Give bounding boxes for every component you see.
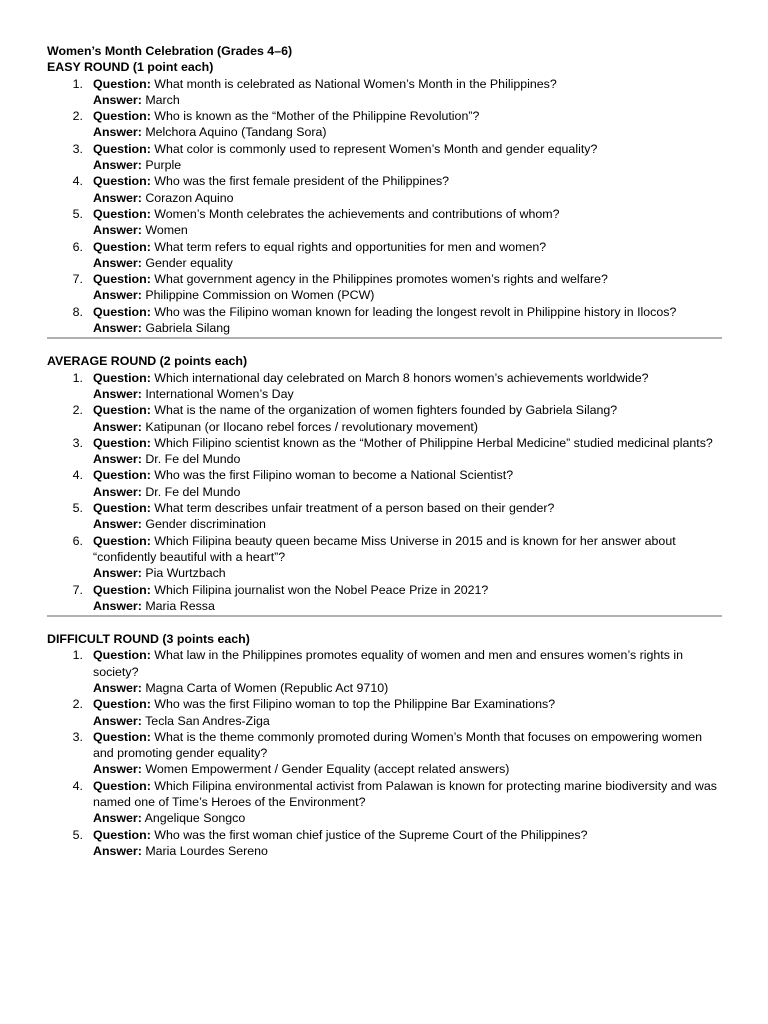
question-text: Who was the first Filipino woman to become a National Scientist? [154,468,514,483]
answer-line [93,843,722,859]
question-line [93,141,722,157]
question-text: Which Filipina beauty queen became Miss Universe in 2015 and is known for her answer about “confidently beautiful with a heart”? [93,533,676,564]
question-item [47,582,722,615]
answer-label: Answer: [93,762,142,777]
question-line [93,206,722,222]
answer-text: Maria Ressa [145,598,215,613]
question-item [47,827,722,860]
question-text: What is the name of the organization of women fighters founded by Gabriela Silang? [154,403,618,418]
item-number: 3. [72,141,83,156]
question-item [47,141,722,174]
answer-line [93,680,722,696]
question-text: Which Filipina environmental activist from Palawan is known for protecting marine biodiversity and was named one of Time’s Heroes of the Environment? [93,778,717,810]
question-line [93,435,722,451]
item-number: 2. [72,697,83,712]
answer-label: Answer: [93,680,142,695]
document-page [47,43,722,859]
question-item [47,402,722,435]
question-line [93,647,722,680]
answer-label: Answer: [93,223,142,238]
answer-text: Corazon Aquino [145,190,234,205]
question-line [93,173,722,189]
question-text: Who was the Filipino woman known for leading the longest revolt in Philippine history in Ilocos? [154,304,677,319]
question-text: What is the theme commonly promoted during Women’s Month that focuses on empowering women and promoting gender equality? [93,729,703,761]
answer-line [93,761,722,777]
question-label: Question: [93,468,151,483]
answer-line [93,451,722,467]
question-line [93,467,722,483]
answer-text: Melchora Aquino (Tandang Sora) [145,125,327,140]
answer-line [93,124,722,140]
answer-line [93,419,722,435]
answer-line [93,255,722,271]
section-divider [47,337,722,339]
answer-text: Gender discrimination [145,517,266,532]
question-line [93,778,722,811]
answer-line [93,386,722,402]
round-section [47,353,722,614]
question-line [93,304,722,320]
answer-text: Philippine Commission on Women (PCW) [145,288,375,303]
answer-text: Gabriela Silang [145,321,231,336]
item-number: 1. [72,370,83,385]
question-label: Question: [93,403,151,418]
answer-line [93,157,722,173]
question-item [47,206,722,239]
answer-label: Answer: [93,158,142,173]
question-line [93,239,722,255]
question-item [47,696,722,729]
question-line [93,729,722,762]
item-number: 1. [72,76,83,91]
answer-text: Pia Wurtzbach [145,566,226,581]
question-text: Women’s Month celebrates the achievements and contributions of whom? [154,206,560,221]
question-item [47,500,722,533]
question-item [47,239,722,272]
question-label: Question: [93,370,151,385]
item-number: 2. [72,109,83,124]
question-line [93,696,722,712]
item-number: 5. [72,501,83,516]
answer-text: Dr. Fe del Mundo [145,452,241,467]
question-label: Question: [93,76,151,91]
question-text: What government agency in the Philippines promotes women’s rights and welfare? [154,272,608,287]
question-list [47,76,722,337]
question-line [93,402,722,418]
answer-text: Magna Carta of Women (Republic Act 9710) [145,680,389,695]
answer-line [93,484,722,500]
round-section [47,631,722,859]
item-number: 6. [72,533,83,548]
question-text: Who was the first female president of the Philippines? [154,174,450,189]
question-line [93,827,722,843]
answer-label: Answer: [93,811,142,826]
answer-line [93,222,722,238]
question-line [93,370,722,386]
question-label: Question: [93,582,151,597]
answer-label: Answer: [93,321,142,336]
answer-label: Answer: [93,255,142,270]
question-list [47,370,722,614]
question-label: Question: [93,141,151,156]
answer-text: Women [145,223,188,238]
question-label: Question: [93,533,151,548]
item-number: 7. [72,272,83,287]
answer-text: Maria Lourdes Sereno [145,843,268,858]
round-title: EASY ROUND (1 point each) [47,60,214,75]
question-item [47,173,722,206]
answer-line [93,92,722,108]
rounds-container [47,59,722,859]
answer-label: Answer: [93,713,142,728]
question-label: Question: [93,174,151,189]
question-text: Who was the first woman chief justice of the Supreme Court of the Philippines? [154,827,588,842]
question-text: What term refers to equal rights and opportunities for men and women? [154,239,547,254]
question-text: Who is known as the “Mother of the Philippine Revolution”? [154,109,480,124]
answer-label: Answer: [93,484,142,499]
question-label: Question: [93,827,151,842]
question-item [47,76,722,109]
answer-label: Answer: [93,125,142,140]
question-label: Question: [93,501,151,516]
answer-text: March [145,92,180,107]
answer-label: Answer: [93,190,142,205]
question-label: Question: [93,206,151,221]
item-number: 5. [72,206,83,221]
question-label: Question: [93,697,151,712]
question-label: Question: [93,304,151,319]
question-text: What term describes unfair treatment of a person based on their gender? [154,501,555,516]
item-number: 3. [72,729,83,744]
item-number: 6. [72,239,83,254]
question-line [93,533,722,566]
answer-line [93,516,722,532]
answer-label: Answer: [93,92,142,107]
answer-text: Katipunan (or Ilocano rebel forces / revolutionary movement) [145,419,478,434]
answer-text: Angelique Songco [144,811,246,826]
question-item [47,108,722,141]
item-number: 8. [72,304,83,319]
question-label: Question: [93,272,151,287]
question-line [93,271,722,287]
answer-text: Dr. Fe del Mundo [145,484,241,499]
item-number: 3. [72,435,83,450]
question-label: Question: [93,729,151,744]
question-item [47,729,722,778]
question-item [47,647,722,696]
question-label: Question: [93,435,151,450]
answer-text: Purple [145,158,182,173]
question-label: Question: [93,239,151,254]
answer-line [93,565,722,581]
round-title: AVERAGE ROUND (2 points each) [47,354,248,369]
question-item [47,370,722,403]
question-line [93,500,722,516]
answer-label: Answer: [93,386,142,401]
answer-line [93,598,722,614]
document-title: Women’s Month Celebration (Grades 4–6) [47,44,293,58]
item-number: 7. [72,582,83,597]
question-item [47,778,722,827]
item-number: 4. [72,468,83,483]
question-label: Question: [93,648,151,663]
item-number: 2. [72,403,83,418]
question-text: Which Filipina journalist won the Nobel Peace Prize in 2021? [154,582,489,597]
answer-text: Tecla San Andres-Ziga [145,713,270,728]
answer-line [93,713,722,729]
question-list [47,647,722,859]
question-item [47,304,722,337]
question-label: Question: [93,109,151,124]
answer-label: Answer: [93,517,142,532]
answer-line [93,287,722,303]
answer-label: Answer: [93,598,142,613]
question-item [47,467,722,500]
question-text: Which international day celebrated on March 8 honors women’s achievements worldwide? [154,370,649,385]
answer-line [93,190,722,206]
item-number: 4. [72,778,83,793]
answer-label: Answer: [93,419,142,434]
question-text: What color is commonly used to represent Women’s Month and gender equality? [154,141,598,156]
answer-label: Answer: [93,566,142,581]
answer-text: International Women’s Day [145,386,294,401]
section-divider [47,615,722,617]
answer-text: Women Empowerment / Gender Equality (accept related answers) [145,762,510,777]
question-item [47,435,722,468]
item-number: 1. [72,648,83,663]
answer-text: Gender equality [145,255,233,270]
item-number: 5. [72,827,83,842]
question-text: Which Filipino scientist known as the “Mother of Philippine Herbal Medicine” studied medicinal plants? [154,435,713,450]
answer-line [93,320,722,336]
question-text: What month is celebrated as National Women’s Month in the Philippines? [154,76,557,91]
question-line [93,582,722,598]
round-title: DIFFICULT ROUND (3 points each) [47,632,250,647]
question-item [47,271,722,304]
question-line [93,76,722,92]
answer-label: Answer: [93,452,142,467]
answer-line [93,810,722,826]
question-label: Question: [93,778,151,793]
question-line [93,108,722,124]
question-text: Who was the first Filipino woman to top the Philippine Bar Examinations? [154,697,556,712]
answer-label: Answer: [93,843,142,858]
answer-label: Answer: [93,288,142,303]
item-number: 4. [72,174,83,189]
question-text: What law in the Philippines promotes equality of women and men and ensures women’s rights in society? [93,648,684,679]
question-item [47,533,722,582]
round-section [47,59,722,336]
